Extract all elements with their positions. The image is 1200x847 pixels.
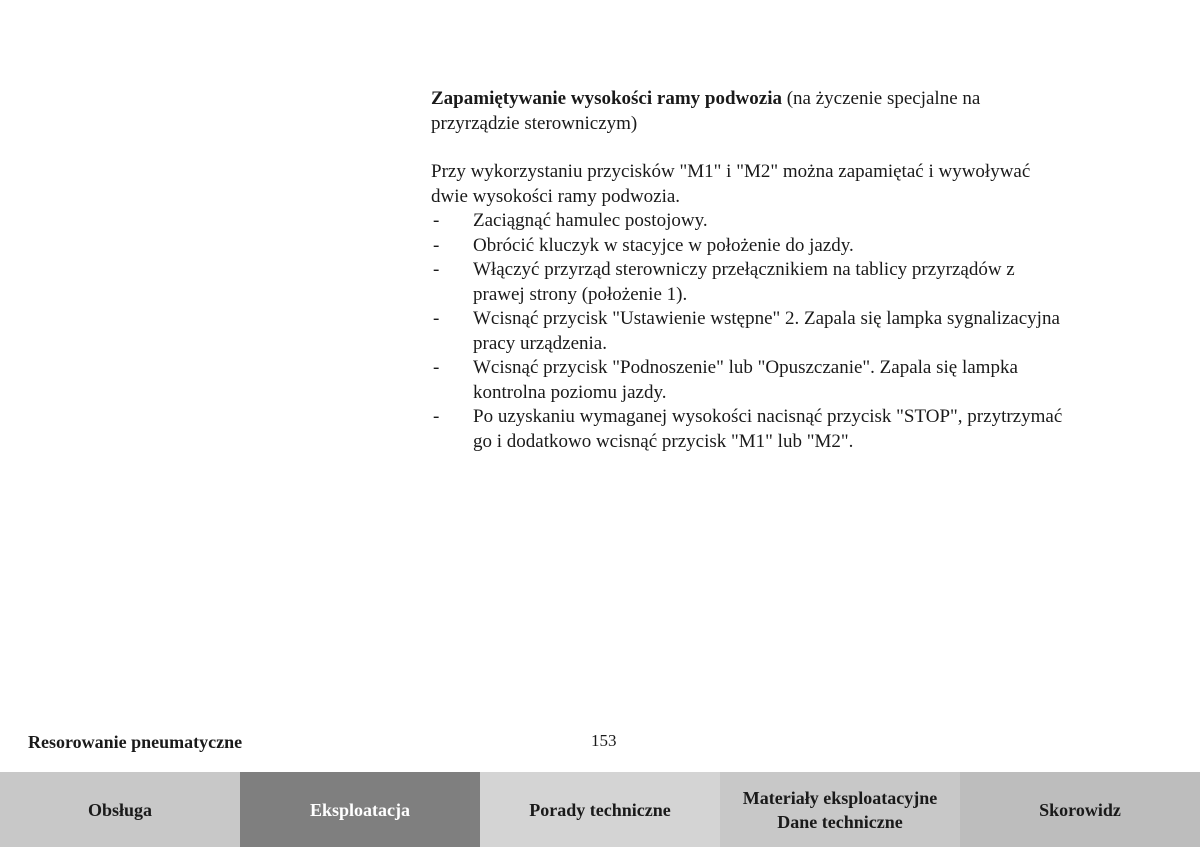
bullet-dash: -	[433, 357, 440, 378]
tab-eksploatacja[interactable]	[240, 772, 480, 847]
bullet-dash: -	[433, 406, 440, 427]
list-item	[431, 356, 1071, 405]
tab-label-second-line: Dane techniczne	[777, 811, 903, 832]
tab-label: Materiały eksploatacyjne	[742, 787, 938, 808]
list-item	[431, 209, 1071, 234]
step-text: Wcisnąć przycisk "Ustawienie wstępne" 2. Zapala się lampka sygnalizacyjna pracy urządzenia.	[473, 308, 1060, 354]
bullet-dash: -	[433, 259, 440, 280]
tab-materialy-dane[interactable]	[720, 772, 960, 847]
step-text: Po uzyskaniu wymaganej wysokości nacisnąć przycisk "STOP", przytrzymać go i dodatkowo wcisnąć przycisk "M1" lub "M2".	[473, 406, 1063, 452]
steps-list	[431, 209, 1071, 454]
list-item	[431, 307, 1071, 356]
intro-paragraph: Przy wykorzystaniu przycisków "M1" i "M2" można zapamiętać i wywoływać dwie wysokości ramy podwozia.	[431, 161, 1031, 207]
step-text: Zaciągnąć hamulec postojowy.	[473, 210, 708, 231]
page-number: 153	[591, 731, 617, 750]
tab-label: Skorowidz	[1039, 799, 1121, 820]
heading-note: (na życzenie specjalne na przyrządzie sterowniczym)	[431, 88, 981, 134]
tab-porady-techniczne[interactable]	[480, 772, 720, 847]
step-text: Obrócić kluczyk w stacyjce w położenie do jazdy.	[473, 234, 854, 256]
list-item	[431, 234, 1071, 259]
tab-skorowidz[interactable]	[960, 772, 1200, 847]
tab-label: Porady techniczne	[529, 799, 671, 820]
content-block	[431, 87, 1071, 454]
list-item	[431, 258, 1071, 307]
section-heading	[431, 87, 1041, 136]
chapter-nav-bar	[0, 772, 1200, 847]
bullet-dash: -	[433, 308, 440, 329]
step-text: Wcisnąć przycisk "Podnoszenie" lub "Opuszczanie". Zapala się lampka kontrolna poziomu jazdy.	[473, 357, 1018, 403]
tab-obsluga[interactable]	[0, 772, 240, 847]
heading-bold-text: Zapamiętywanie wysokości ramy podwozia	[431, 88, 782, 109]
bullet-dash: -	[433, 234, 440, 256]
footer-section-title: Resorowanie pneumatyczne	[28, 732, 243, 752]
tab-label: Obsługa	[87, 799, 153, 820]
bullet-dash: -	[433, 210, 440, 231]
step-text: Włączyć przyrząd sterowniczy przełącznikiem na tablicy przyrządów z prawej strony (położenie 1).	[473, 259, 1015, 305]
list-item	[431, 405, 1071, 454]
tab-label: Eksploatacja	[309, 799, 410, 820]
